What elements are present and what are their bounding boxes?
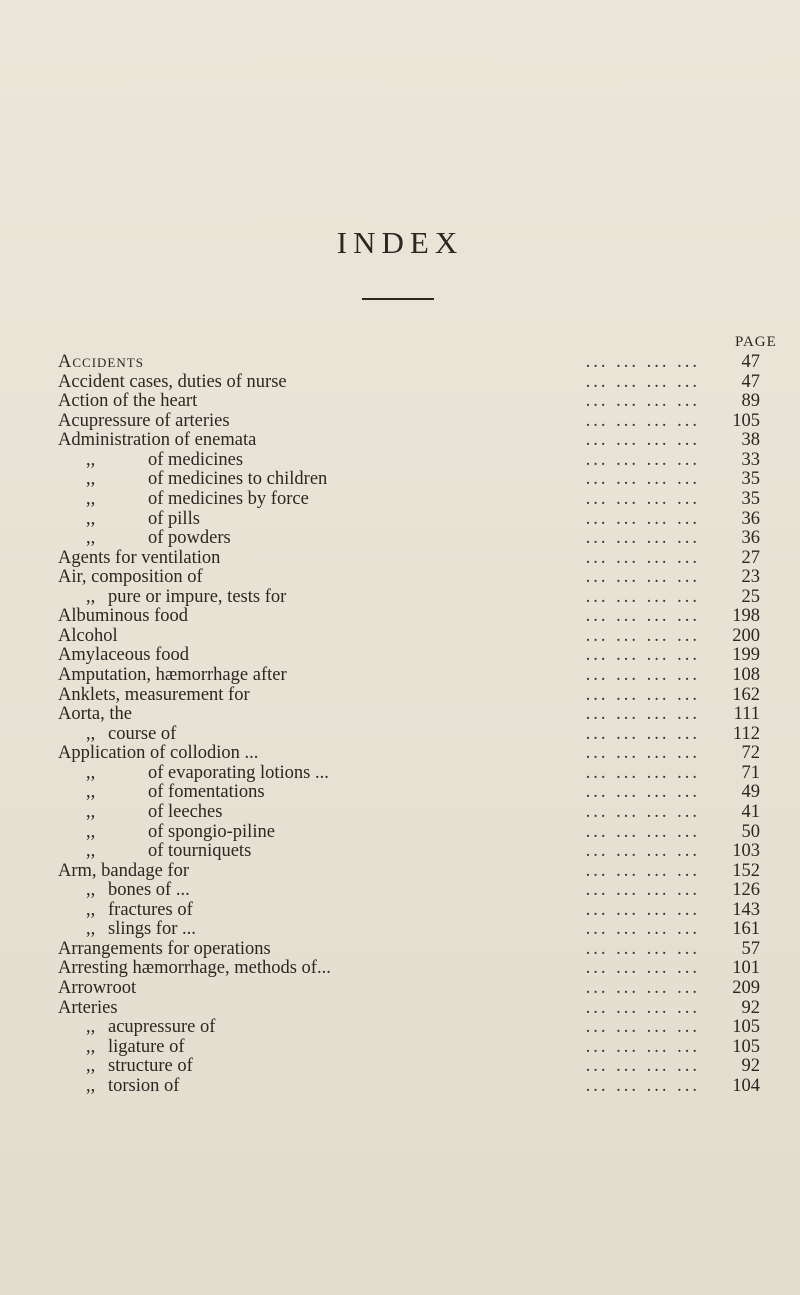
entry-text: Accident cases, duties of nurse (58, 371, 287, 392)
entry-text: fractures of (108, 899, 193, 920)
page-number: 57 (741, 938, 760, 959)
page-number: 111 (733, 704, 760, 725)
page-number: 103 (732, 841, 760, 862)
page-number: 126 (732, 880, 760, 901)
leader-dots: ... ... ... ... (585, 645, 700, 666)
leader-dots: ... ... ... ... (585, 1036, 700, 1057)
leader-dots: ... ... ... ... (585, 391, 700, 412)
leader-dots: ... ... ... ... (585, 978, 700, 998)
index-entry (58, 529, 760, 549)
entry-text: course of (108, 723, 177, 744)
leader-dots: ... ... ... ... (585, 958, 700, 979)
leader-dots: ... ... ... ... (585, 1056, 700, 1077)
index-entry (58, 725, 760, 745)
entry-text: Agents for ventilation (58, 547, 221, 568)
ditto-mark: ,, (86, 488, 96, 509)
entry-text: Air, composition of (58, 567, 203, 588)
ditto-mark: ,, (86, 508, 96, 529)
leader-dots: ... ... ... ... (585, 997, 700, 1018)
entry-text: of medicines by force (148, 488, 309, 509)
entry-text: Arrangements for operations (58, 938, 271, 959)
entry-text: Acupressure of arteries (58, 410, 230, 431)
ditto-mark: ,, (86, 880, 96, 901)
page-number: 92 (741, 997, 760, 1018)
entry-text: Arm, bandage for (58, 860, 189, 881)
leader-dots: ... ... ... ... (585, 821, 700, 842)
ditto-mark: ,, (86, 586, 96, 607)
page-number: 72 (741, 743, 760, 764)
entry-text: Arrowroot (58, 978, 137, 998)
ditto-mark: ,, (86, 899, 96, 920)
leader-dots: ... ... ... ... (585, 1075, 700, 1096)
leader-dots: ... ... ... ... (585, 449, 700, 470)
index-entry (58, 627, 760, 647)
page-number: 36 (741, 528, 760, 549)
leader-dots: ... ... ... ... (585, 782, 700, 803)
page-number: 161 (732, 919, 760, 940)
page-number: 23 (741, 567, 760, 588)
page-number: 38 (741, 430, 760, 451)
page-number: 47 (741, 352, 760, 372)
page-number: 50 (741, 821, 760, 842)
index-entry (58, 353, 760, 373)
page-number: 112 (732, 723, 760, 744)
page-title: INDEX (336, 225, 464, 260)
index-entry (58, 764, 760, 784)
entry-text: of pills (148, 508, 200, 529)
page-column-header: PAGE (735, 334, 777, 350)
index-entry (58, 510, 760, 530)
index-entry (58, 1018, 760, 1038)
ditto-mark: ,, (86, 449, 96, 470)
page-number: 105 (732, 1036, 760, 1057)
ditto-mark: ,, (86, 762, 96, 783)
index-entry (58, 490, 760, 510)
entry-text: pure or impure, tests for (108, 586, 287, 607)
page-number: 152 (732, 860, 760, 881)
page-number: 89 (741, 391, 760, 412)
page-number: 199 (732, 645, 760, 666)
leader-dots: ... ... ... ... (585, 743, 700, 764)
index-entry (58, 823, 760, 843)
leader-dots: ... ... ... ... (585, 1017, 700, 1038)
index-entry (58, 979, 760, 999)
leader-dots: ... ... ... ... (585, 430, 700, 451)
index-entry (58, 1077, 760, 1097)
leader-dots: ... ... ... ... (585, 567, 700, 588)
entry-text: of fomentations (148, 782, 265, 803)
page-number: 209 (732, 978, 760, 998)
index-entry (58, 412, 760, 432)
leader-dots: ... ... ... ... (585, 606, 700, 627)
index-entry (58, 451, 760, 471)
ditto-mark: ,, (86, 723, 96, 744)
leader-dots: ... ... ... ... (585, 528, 700, 549)
index-entry (58, 940, 760, 960)
index-entry (58, 470, 760, 490)
page-number: 200 (732, 625, 760, 646)
index-entry (58, 744, 760, 764)
leader-dots: ... ... ... ... (585, 860, 700, 881)
entry-text: Application of collodion ... (58, 743, 259, 764)
leader-dots: ... ... ... ... (585, 762, 700, 783)
entry-text: acupressure of (108, 1017, 216, 1038)
ditto-mark: ,, (86, 919, 96, 940)
leader-dots: ... ... ... ... (585, 547, 700, 568)
page-number: 105 (732, 410, 760, 431)
page-number: 35 (741, 488, 760, 509)
page-number: 47 (741, 371, 760, 392)
index-entry (58, 842, 760, 862)
index-entry (58, 568, 760, 588)
page-number: 41 (741, 801, 760, 822)
ditto-mark: ,, (86, 1017, 96, 1038)
index-entry (58, 1038, 760, 1058)
entry-text: ligature of (108, 1036, 185, 1057)
index-entry (58, 588, 760, 608)
index-entry (58, 705, 760, 725)
entry-text: Arresting hæmorrhage, methods of... (58, 958, 331, 979)
index-entry (58, 862, 760, 882)
entry-text: Amylaceous food (58, 645, 190, 666)
entry-text: structure of (108, 1056, 193, 1077)
ditto-mark: ,, (86, 1075, 96, 1096)
index-entry (58, 1057, 760, 1077)
index-entry (58, 803, 760, 823)
entry-text: Amputation, hæmorrhage after (58, 665, 287, 685)
page-number: 105 (732, 1017, 760, 1038)
entry-text: Action of the heart (58, 391, 198, 412)
entry-text: of tourniquets (148, 841, 252, 862)
page-number: 36 (741, 508, 760, 529)
entry-text: Accidents (58, 352, 144, 372)
leader-dots: ... ... ... ... (585, 488, 700, 509)
ditto-mark: ,, (86, 469, 96, 490)
entry-text: Albuminous food (58, 606, 189, 627)
entry-text: of medicines (148, 449, 244, 470)
ditto-mark: ,, (86, 528, 96, 549)
entry-text: Administration of enemata (58, 430, 257, 451)
page-number: 104 (732, 1075, 760, 1096)
index-entry (58, 549, 760, 569)
leader-dots: ... ... ... ... (585, 704, 700, 725)
index-entries (58, 353, 760, 1096)
entry-text: Arteries (58, 997, 118, 1018)
ditto-mark: ,, (86, 1036, 96, 1057)
entry-text: Alcohol (58, 625, 118, 646)
index-entry (58, 607, 760, 627)
ditto-mark: ,, (86, 841, 96, 862)
leader-dots: ... ... ... ... (585, 469, 700, 490)
leader-dots: ... ... ... ... (585, 880, 700, 901)
leader-dots: ... ... ... ... (585, 841, 700, 862)
entry-text: of leeches (148, 801, 223, 822)
index-entry (58, 999, 760, 1019)
leader-dots: ... ... ... ... (585, 938, 700, 959)
leader-dots: ... ... ... ... (585, 665, 700, 685)
index-entry (58, 373, 760, 393)
page-number: 33 (741, 449, 760, 470)
entry-text: Anklets, measurement for (58, 684, 250, 705)
index-entry (58, 959, 760, 979)
page-number: 27 (741, 547, 760, 568)
index-entry (58, 392, 760, 412)
entry-text: of medicines to children (148, 469, 328, 490)
ditto-mark: ,, (86, 1056, 96, 1077)
index-entry (58, 646, 760, 666)
page-number: 162 (732, 684, 760, 705)
leader-dots: ... ... ... ... (585, 352, 700, 372)
leader-dots: ... ... ... ... (585, 684, 700, 705)
entry-text: of spongio-piline (148, 821, 275, 842)
page-number: 198 (732, 606, 760, 627)
index-entry (58, 686, 760, 706)
page-number: 49 (741, 782, 760, 803)
leader-dots: ... ... ... ... (585, 723, 700, 744)
page-number: 101 (732, 958, 760, 979)
entry-text: Aorta, the (58, 704, 132, 725)
leader-dots: ... ... ... ... (585, 899, 700, 920)
index-entry (58, 431, 760, 451)
index-entry (58, 920, 760, 940)
index-entry (58, 881, 760, 901)
page-number: 108 (732, 665, 760, 685)
page-number: 143 (732, 899, 760, 920)
ditto-mark: ,, (86, 782, 96, 803)
title-rule (362, 298, 434, 300)
leader-dots: ... ... ... ... (585, 371, 700, 392)
index-entry (58, 901, 760, 921)
ditto-mark: ,, (86, 821, 96, 842)
leader-dots: ... ... ... ... (585, 410, 700, 431)
entry-text: of evaporating lotions ... (148, 762, 329, 783)
leader-dots: ... ... ... ... (585, 586, 700, 607)
index-entry (58, 783, 760, 803)
entry-text: torsion of (108, 1075, 180, 1096)
leader-dots: ... ... ... ... (585, 919, 700, 940)
page-number: 35 (741, 469, 760, 490)
page-number: 25 (741, 586, 760, 607)
entry-text: slings for ... (108, 919, 196, 940)
entry-text: of powders (148, 528, 231, 549)
index-entry (58, 666, 760, 686)
page-number: 71 (741, 762, 760, 783)
page-number: 92 (741, 1056, 760, 1077)
leader-dots: ... ... ... ... (585, 801, 700, 822)
leader-dots: ... ... ... ... (585, 508, 700, 529)
entry-text: bones of ... (108, 880, 190, 901)
ditto-mark: ,, (86, 801, 96, 822)
leader-dots: ... ... ... ... (585, 625, 700, 646)
